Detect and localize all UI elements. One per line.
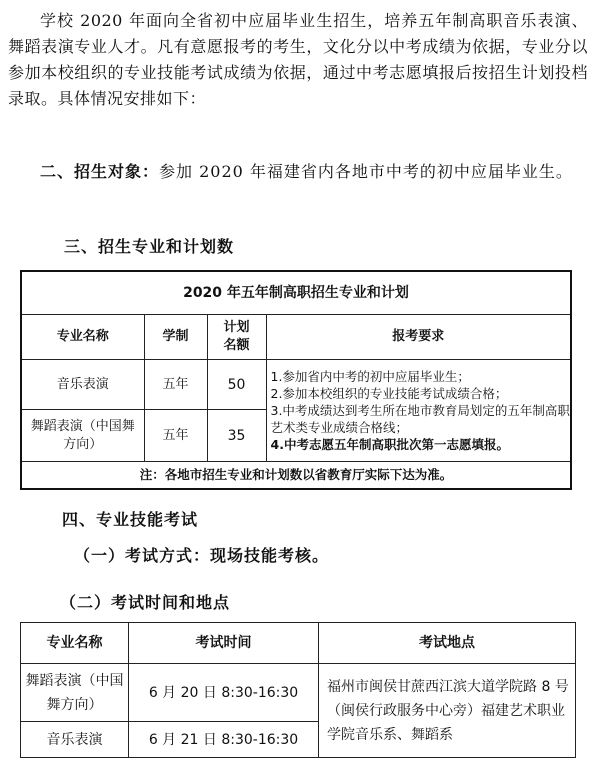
- header-quota: 计划名额: [207, 315, 266, 360]
- table-cell-system: 五年: [144, 410, 207, 462]
- table-cell-time: 6 月 21 日 8:30-16:30: [129, 722, 319, 758]
- table-note: 注：各地市招生专业和计划数以省教育厅实际下达为准。: [21, 462, 571, 490]
- table-cell-quota: 50: [207, 360, 266, 410]
- requirement-item: 3.中考成绩达到考生所在地市教育局划定的五年制高职艺术类专业成绩合格线；: [270, 403, 570, 435]
- table-cell-system: 五年: [144, 360, 207, 410]
- table-title: 2020 年五年制高职招生专业和计划: [21, 271, 571, 315]
- subheading-exam-time-place: （二）考试时间和地点: [60, 593, 231, 612]
- table-cell-quota: 35: [207, 410, 266, 462]
- intro-paragraph: 学校 2020 年面向全省初中应届毕业生招生，培养五年制高职音乐表演、舞蹈表演专业人才。凡有意愿报考的考生，文化分以中考成绩为依据，专业分以参加本校组织的专业技能考试成绩为依据，通过中考志愿填报后按招生计划投档录取。具体情况安排如下：: [8, 11, 588, 108]
- table-cell-time: 6 月 20 日 8:30-16:30: [129, 664, 319, 722]
- requirement-item: 1.参加省内中考的初中应届毕业生；: [270, 369, 470, 384]
- header-requirements: 报考要求: [266, 315, 571, 360]
- header-major: 专业名称: [21, 623, 129, 664]
- section-enrollment-target: [8, 156, 588, 188]
- header-time: 考试时间: [129, 623, 319, 664]
- exam-schedule-table: [20, 622, 576, 758]
- table-cell-place: 福州市闽侯甘蔗西江滨大道学院路 8 号（闽侯行政服务中心旁）福建艺术职业学院音乐系、舞蹈系: [319, 664, 576, 758]
- table-cell-major: 音乐表演: [21, 722, 129, 758]
- table-cell-major: 舞蹈表演（中国舞方向）: [21, 410, 144, 462]
- header-major: 专业名称: [21, 315, 144, 360]
- enrollment-plan-table: [20, 270, 572, 490]
- requirement-item: 2.参加本校组织的专业技能考试成绩合格；: [270, 386, 508, 401]
- header-system: 学制: [144, 315, 207, 360]
- requirement-item: 4.中考志愿五年制高职批次第一志愿填报。: [270, 437, 509, 452]
- header-place: 考试地点: [319, 623, 576, 664]
- subheading-exam-method: （一）考试方式：现场技能考核。: [74, 546, 330, 565]
- section-heading-majors: 三、招生专业和计划数: [64, 237, 235, 256]
- section-heading-exam: 四、专业技能考试: [62, 510, 199, 529]
- section-text: 参加 2020 年福建省内各地市中考的初中应届毕业生。: [159, 162, 573, 181]
- table-cell-major: 音乐表演: [21, 360, 144, 410]
- table-cell-major: 舞蹈表演（中国舞方向）: [21, 664, 129, 722]
- section-heading: 二、招生对象：: [40, 162, 160, 181]
- requirements-list: [266, 360, 571, 462]
